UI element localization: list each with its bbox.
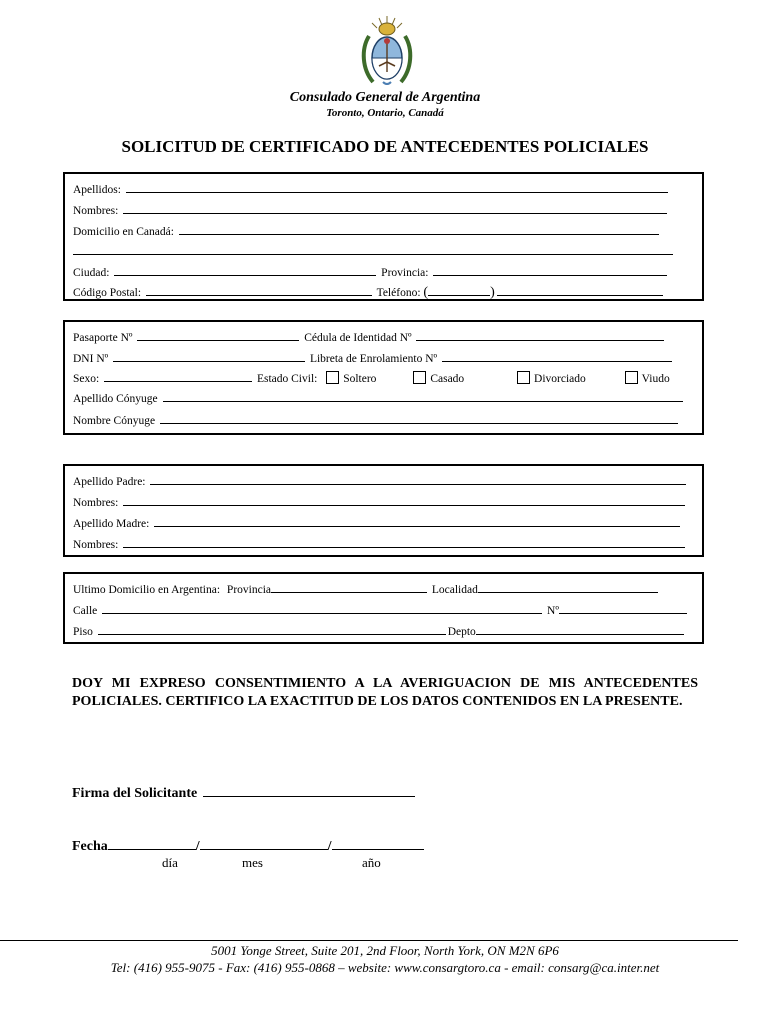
mes-field[interactable] xyxy=(200,837,328,850)
provincia-ar-label: Provincia xyxy=(226,584,271,596)
signature-row xyxy=(72,784,417,802)
numero-label: Nº xyxy=(547,605,559,617)
dni-field[interactable] xyxy=(113,351,305,362)
localidad-label: Localidad xyxy=(431,584,478,596)
nombres-madre-field[interactable] xyxy=(123,537,685,548)
sexo-field[interactable] xyxy=(104,371,252,382)
apellidos-field[interactable] xyxy=(126,182,668,193)
apellido-conyuge-field[interactable] xyxy=(163,391,683,402)
pasaporte-field[interactable] xyxy=(137,330,299,341)
dni-label: DNI Nº xyxy=(73,353,109,365)
nombres-madre-label: Nombres: xyxy=(73,539,119,551)
numero-field[interactable] xyxy=(559,603,687,614)
argentina-coat-of-arms-icon xyxy=(359,14,415,88)
nombre-conyuge-field[interactable] xyxy=(160,413,678,424)
nombres-field[interactable] xyxy=(123,203,667,214)
codigo-postal-label: Código Postal: xyxy=(73,287,142,299)
personal-data-section xyxy=(63,172,704,301)
parents-section xyxy=(63,464,704,557)
soltero-checkbox[interactable] xyxy=(326,371,339,384)
ciudad-field[interactable] xyxy=(114,265,376,276)
consent-statement: DOY MI EXPRESO CONSENTIMIENTO A LA AVERIGUACION DE MIS ANTECEDENTES POLICIALES. CERTIFICO LA EXACTITUD DE LOS DATOS CONTENIDOS EN LA PRESENTE. xyxy=(72,676,698,709)
apellido-padre-label: Apellido Padre: xyxy=(73,476,146,488)
soltero-label: Soltero xyxy=(343,373,377,385)
dia-field[interactable] xyxy=(108,837,196,850)
casado-checkbox[interactable] xyxy=(413,371,426,384)
ano-field[interactable] xyxy=(332,837,424,850)
consulate-name: Consulado General de Argentina xyxy=(289,90,481,105)
mes-caption: mes xyxy=(242,855,263,870)
telefono-label: Teléfono: xyxy=(376,287,421,299)
footer-divider xyxy=(0,940,738,941)
provincia-ar-field[interactable] xyxy=(271,582,427,593)
nombres-label: Nombres: xyxy=(73,205,119,217)
casado-label: Casado xyxy=(430,373,465,385)
libreta-label: Libreta de Enrolamiento Nº xyxy=(309,353,438,365)
apellido-conyuge-label: Apellido Cónyuge xyxy=(73,393,158,405)
phone-open-paren: ( xyxy=(423,285,429,300)
apellido-padre-field[interactable] xyxy=(150,474,686,485)
libreta-field[interactable] xyxy=(442,351,672,362)
apellidos-label: Apellidos: xyxy=(73,184,121,196)
apellido-madre-field[interactable] xyxy=(154,516,680,527)
footer-contact: Tel: (416) 955-9075 - Fax: (416) 955-0868 – website: www.consargtoro.ca - email: consarg@ca.inter.net xyxy=(110,960,660,975)
cedula-field[interactable] xyxy=(416,330,664,341)
dia-caption: día xyxy=(162,855,178,870)
sexo-label: Sexo: xyxy=(73,373,100,385)
fecha-label: Fecha xyxy=(72,839,108,854)
depto-field[interactable] xyxy=(476,624,684,635)
apellido-madre-label: Apellido Madre: xyxy=(73,518,150,530)
firma-field[interactable] xyxy=(203,784,415,797)
divorciado-label: Divorciado xyxy=(534,373,586,385)
provincia-label: Provincia: xyxy=(381,267,429,279)
ciudad-label: Ciudad: xyxy=(73,267,110,279)
footer-address: 5001 Yonge Street, Suite 201, 2nd Floor, North York, ON M2N 6P6 xyxy=(211,943,559,958)
provincia-field[interactable] xyxy=(433,265,667,276)
localidad-field[interactable] xyxy=(478,582,658,593)
date-sep-2: / xyxy=(327,839,332,854)
phone-close-paren: ) xyxy=(490,285,495,300)
identity-section xyxy=(63,320,704,435)
viudo-checkbox[interactable] xyxy=(625,371,638,384)
date-row xyxy=(72,837,424,855)
cedula-label: Cédula de Identidad Nº xyxy=(304,332,412,344)
domicilio-field[interactable] xyxy=(179,224,659,235)
depto-label: Depto xyxy=(447,626,476,638)
viudo-label: Viudo xyxy=(641,373,670,385)
piso-field[interactable] xyxy=(98,624,446,635)
nombre-conyuge-label: Nombre Cónyuge xyxy=(73,415,156,427)
divorciado-checkbox[interactable] xyxy=(517,371,530,384)
firma-label: Firma del Solicitante xyxy=(72,786,198,801)
area-code-field[interactable] xyxy=(428,285,490,296)
estado-civil-label: Estado Civil: xyxy=(256,373,318,385)
ano-caption: año xyxy=(362,855,381,870)
domicilio-field-2[interactable] xyxy=(73,244,673,255)
argentina-address-section xyxy=(63,572,704,644)
telefono-field[interactable] xyxy=(497,285,663,296)
calle-label: Calle xyxy=(73,605,98,617)
piso-label: Piso xyxy=(73,626,93,638)
ultimo-domicilio-label: Ultimo Domicilio en Argentina: xyxy=(73,584,221,596)
domicilio-label: Domicilio en Canadá: xyxy=(73,226,174,238)
form-title: SOLICITUD DE CERTIFICADO DE ANTECEDENTES POLICIALES xyxy=(121,137,649,156)
consulate-city: Toronto, Ontario, Canadá xyxy=(326,107,444,119)
pasaporte-label: Pasaporte Nº xyxy=(73,332,133,344)
nombres-padre-field[interactable] xyxy=(123,495,685,506)
nombres-padre-label: Nombres: xyxy=(73,497,119,509)
date-sep-1: / xyxy=(195,839,200,854)
calle-field[interactable] xyxy=(102,603,542,614)
codigo-postal-field[interactable] xyxy=(146,285,372,296)
